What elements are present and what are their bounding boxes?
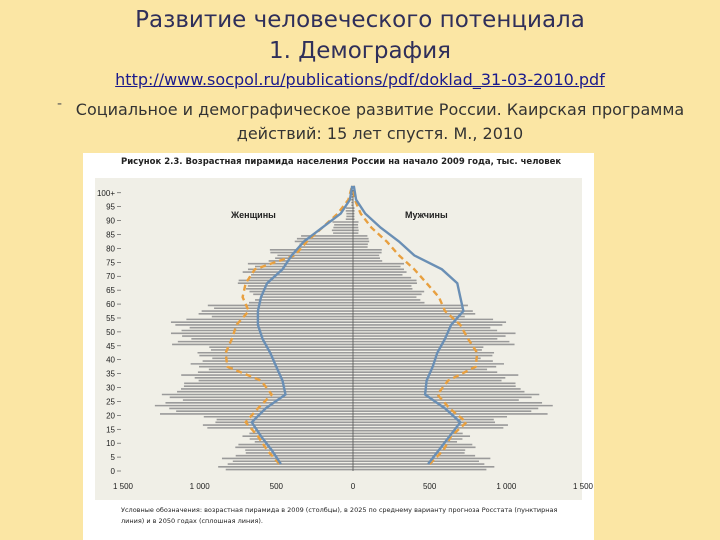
y-tick-label: 45 <box>106 341 115 351</box>
y-tick-label: 50 <box>106 327 115 337</box>
x-tick-label: 500 <box>422 482 437 491</box>
source-citation: Социальное и демографическое развитие России. Каирская программа действий: 15 лет спустя. М., 2010 <box>75 100 685 143</box>
y-tick-label: 30 <box>106 383 115 393</box>
y-tick-label: 80 <box>106 244 115 254</box>
y-tick-label: 60 <box>106 300 115 310</box>
y-tick-label: 90 <box>106 216 115 226</box>
source-link[interactable]: http://www.socpol.ru/publications/pdf/doklad_31-03-2010.pdf <box>115 70 605 89</box>
bullet-marker: - <box>57 96 63 112</box>
y-tick-label: 40 <box>106 355 115 365</box>
y-tick-label: 55 <box>106 313 115 323</box>
y-tick-label: 65 <box>106 286 115 296</box>
y-tick-label: 10 <box>106 439 115 449</box>
x-tick-label: 500 <box>269 482 284 491</box>
slide-title-line1: Развитие человеческого потенциала <box>135 7 585 33</box>
women-label: Женщины <box>231 209 276 220</box>
x-tick-label: 1 500 <box>572 482 594 491</box>
chart-legend-note: Условные обозначения: возрастная пирамида в 2009 (столбцы), в 2025 по среднему варианту прогноза Росстата (пунктирная линия) и в 2050 годах (сплошная линия). <box>121 506 558 525</box>
y-tick-label: 100+ <box>96 188 115 198</box>
y-tick-label: 95 <box>106 202 115 212</box>
y-tick-label: 0 <box>110 467 115 476</box>
y-tick-label: 75 <box>106 258 115 268</box>
figure-panel <box>83 153 594 540</box>
y-tick-label: 25 <box>106 397 115 407</box>
chart-title: Рисунок 2.3. Возрастная пирамида населения России на начало 2009 года, тыс. человек <box>121 157 562 167</box>
y-tick-label: 85 <box>106 230 115 240</box>
men-label: Мужчины <box>405 209 448 220</box>
y-tick-label: 5 <box>110 453 115 463</box>
y-tick-label: 20 <box>106 411 115 421</box>
y-tick-label: 70 <box>106 272 115 282</box>
population-pyramid-chart <box>83 153 594 540</box>
x-tick-label: 1 000 <box>189 482 210 491</box>
x-tick-label: 1 500 <box>112 482 134 491</box>
slide-title-line2: 1. Демография <box>268 38 452 64</box>
x-tick-label: 0 <box>350 482 356 491</box>
y-tick-label: 15 <box>106 425 115 435</box>
x-tick-label: 1 000 <box>496 482 517 491</box>
y-tick-label: 35 <box>106 369 115 379</box>
